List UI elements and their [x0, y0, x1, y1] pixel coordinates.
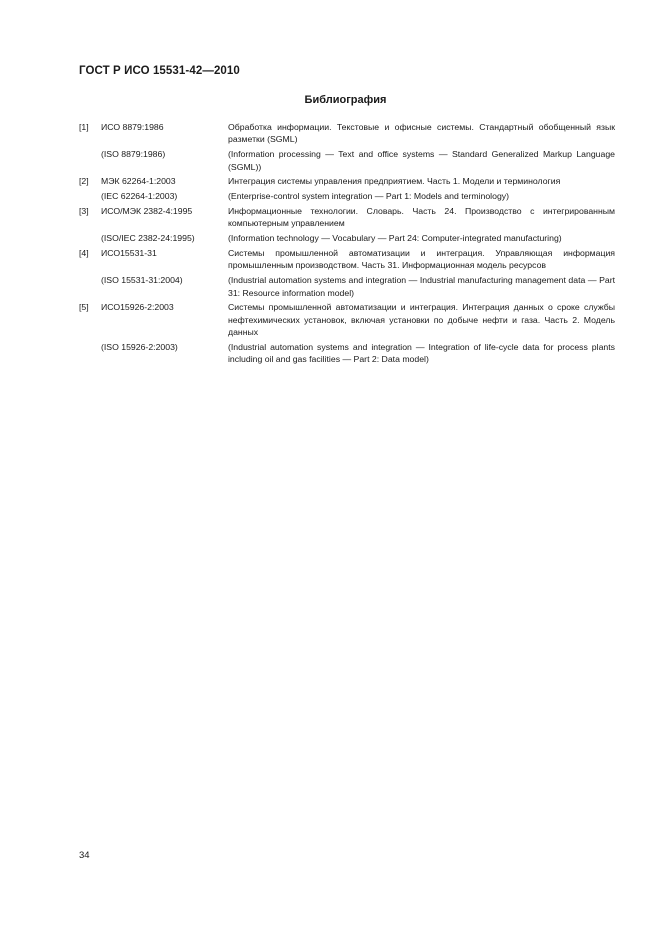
bib-title: Системы промышленной автоматизации и интеграция. Интеграция данных о сроке службы нефтехимических установок, включая установки по добыче нефти и газа. Часть 2. Модель данных: [228, 302, 615, 338]
bib-entry: [79, 148, 615, 173]
bib-code: (ISO/IEC 2382-24:1995): [101, 233, 195, 244]
section-title: Библиография: [304, 94, 387, 106]
bib-title: Системы промышленной автоматизации и интеграция. Управляющая информация промышленным производством. Часть 31. Информационная модель ресурсов: [228, 248, 615, 271]
bib-code: (IEC 62264-1:2003): [101, 191, 178, 202]
bib-entry: [79, 175, 615, 187]
bib-code: (ISO 15531-31:2004): [101, 275, 183, 286]
bib-title: (Industrial automation systems and integration — Integration of life-cycle data for process plants including oil and gas facilities — Part 2: Data model): [228, 342, 615, 365]
bib-entry: [79, 121, 615, 146]
bib-number: [1]: [79, 122, 89, 132]
document-code: ГОСТ Р ИСО 15531-42—2010: [79, 65, 240, 77]
bib-number: [5]: [79, 302, 89, 313]
bib-entry: [79, 274, 615, 299]
bib-number: [79, 190, 101, 202]
bib-code: ИСО15531-31: [101, 248, 157, 258]
bib-entry: [79, 247, 615, 272]
bib-code: ИСО 8879:1986: [101, 122, 164, 132]
bib-number: [2]: [79, 176, 89, 187]
bib-title: Интеграция системы управления предприятием. Часть 1. Модели и терминология: [228, 176, 561, 187]
bib-entry: [79, 190, 615, 202]
bib-code: (ISO 15926-2:2003): [101, 342, 178, 353]
bib-entry: [79, 205, 615, 230]
bib-entry: [79, 301, 615, 338]
bib-number: [79, 274, 101, 299]
bibliography-list: [79, 121, 615, 368]
bib-title: Обработка информации. Текстовые и офисные системы. Стандартный обобщенный язык разметки (SGML): [228, 122, 615, 145]
bib-entry: [79, 232, 615, 244]
bib-number: [79, 232, 101, 244]
bib-number: [3]: [79, 206, 89, 216]
page-number: 34: [79, 850, 90, 861]
bib-title: (Information processing — Text and office systems — Standard Generalized Markup Language (SGML)): [228, 149, 615, 172]
bib-code: ИСО/МЭК 2382-4:1995: [101, 206, 193, 216]
bib-title: (Enterprise-control system integration — Part 1: Models and terminology): [228, 191, 510, 202]
bib-code: (ISO 8879:1986): [101, 149, 166, 160]
bib-title: (Information technology — Vocabulary — Part 24: Computer-integrated manufacturing): [228, 233, 562, 244]
bib-number: [79, 148, 101, 173]
bib-title: (Industrial automation systems and integration — Industrial manufacturing management data — Part 31: Resource information model): [228, 275, 615, 298]
bib-number: [4]: [79, 248, 89, 258]
bib-code: МЭК 62264-1:2003: [101, 176, 176, 187]
bib-title: Информационные технологии. Словарь. Часть 24. Производство с интегрированным компьютерным управлением: [228, 206, 615, 229]
bib-code: ИСО15926-2:2003: [101, 302, 174, 313]
bib-number: [79, 341, 101, 366]
bib-entry: [79, 341, 615, 366]
